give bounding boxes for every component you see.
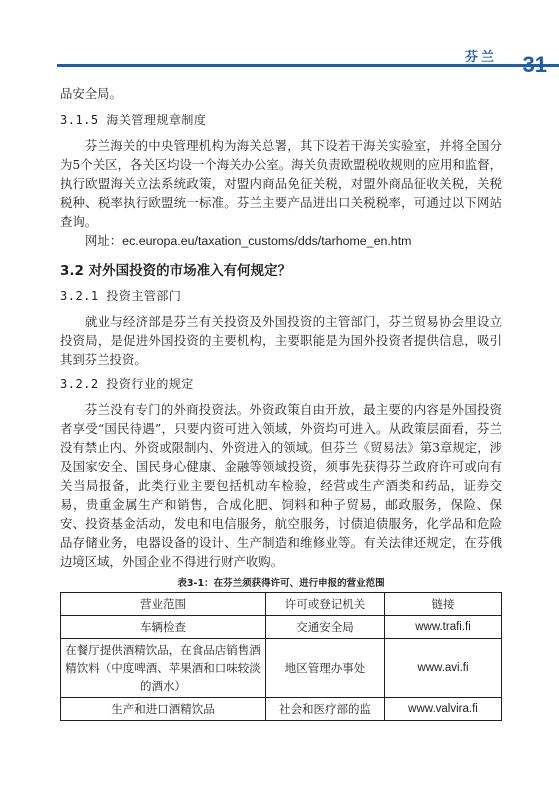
page-body	[60, 84, 502, 721]
paragraph-investment-industries: 芬兰没有专门的外商投资法。外资政策自由开放，最主要的内容是外国投资者享受“国民待遇”，只要内资可进入领域，外资均可进入。从政策层面看，芬兰没有禁止内、外资或限制内、外资进入的领域。但芬兰《贸易法》第3章规定，涉及国家安全、国民身心健康、金融等领域投资，须事先获得芬兰政府许可或向有关当局报备，此类行业主要包括机动车检验，经营或生产酒类和药品，证券交易，贵重金属生产和销售，合成化肥、饲料和种子贸易，邮政服务，保险、保安、投资基金活动，发电和电信服务，航空服务，讨债追债服务，化学品和危险品存储业务，电器设备的设计、生产制造和维修业等。有关法律还规定，在芬俄边境区域，外国企业不得进行财产收购。	[60, 402, 502, 569]
table-cell: 生产和进口酒精饮品	[61, 698, 266, 721]
table-header-cell: 许可或登记机关	[266, 593, 385, 616]
table-cell: 车辆检查	[61, 616, 266, 639]
paragraph-investment-authority: 就业与经济部是芬兰有关投资及外国投资的主管部门，芬兰贸易协会里设立投资局，是促进外国投资的主要机构，主要职能是为国外投资者提供信息，吸引其到芬兰投资。	[60, 314, 502, 367]
table-link[interactable]: www.avi.fi	[385, 639, 502, 698]
table-header-cell: 链接	[385, 593, 502, 616]
continuation-text: 品安全局。	[60, 86, 122, 101]
customs-tariff-url[interactable]: ec.europa.eu/taxation_customs/dds/tarhome_en.htm	[122, 234, 412, 248]
table-caption: 表3-1：在芬兰须获得许可、进行申报的营业范围	[177, 578, 385, 589]
section-heading-3-1-5: 3.1.5 海关管理规章制度	[60, 113, 207, 127]
paragraph-customs: 芬兰海关的中央管理机构为海关总署，其下设若干海关实验室，并将全国分为5个关区，各关区均设一个海关办公室。海关负责欧盟税收规则的应用和监督，执行欧盟海关立法系统政策，对盟内商品免征关税，对盟外商品征收关税，关税税种、税率执行欧盟统一标准。芬兰主要产品进出口关税税率，可通过以下网站查询。	[60, 138, 502, 229]
section-heading-3-2-2: 3.2.2 投资行业的规定	[60, 377, 194, 391]
running-header-country: 芬兰	[464, 50, 497, 65]
table-header-cell: 营业范围	[61, 593, 266, 616]
table-row	[61, 639, 502, 698]
url-line	[60, 231, 502, 251]
table-header-row	[61, 593, 502, 616]
table-cell: 地区管理办事处	[266, 639, 385, 698]
table-cell: 社会和医疗部的监	[266, 698, 385, 721]
table-link[interactable]: www.valvira.fi	[385, 698, 502, 721]
licensing-table	[60, 592, 502, 721]
table-link[interactable]: www.trafi.fi	[385, 616, 502, 639]
table-row	[61, 698, 502, 721]
page-number: 31	[522, 52, 547, 77]
url-label: 网址：	[85, 233, 123, 248]
table-row	[61, 616, 502, 639]
section-heading-3-2-1: 3.2.1 投资主管部门	[60, 289, 182, 303]
table-cell: 在餐厅提供酒精饮品，在食品店销售酒精饮料（中度啤酒、苹果酒和口味较淡的酒水）	[61, 639, 266, 698]
section-heading-3-2: 3.2 对外国投资的市场准入有何规定？	[60, 263, 292, 279]
table-cell: 交通安全局	[266, 616, 385, 639]
